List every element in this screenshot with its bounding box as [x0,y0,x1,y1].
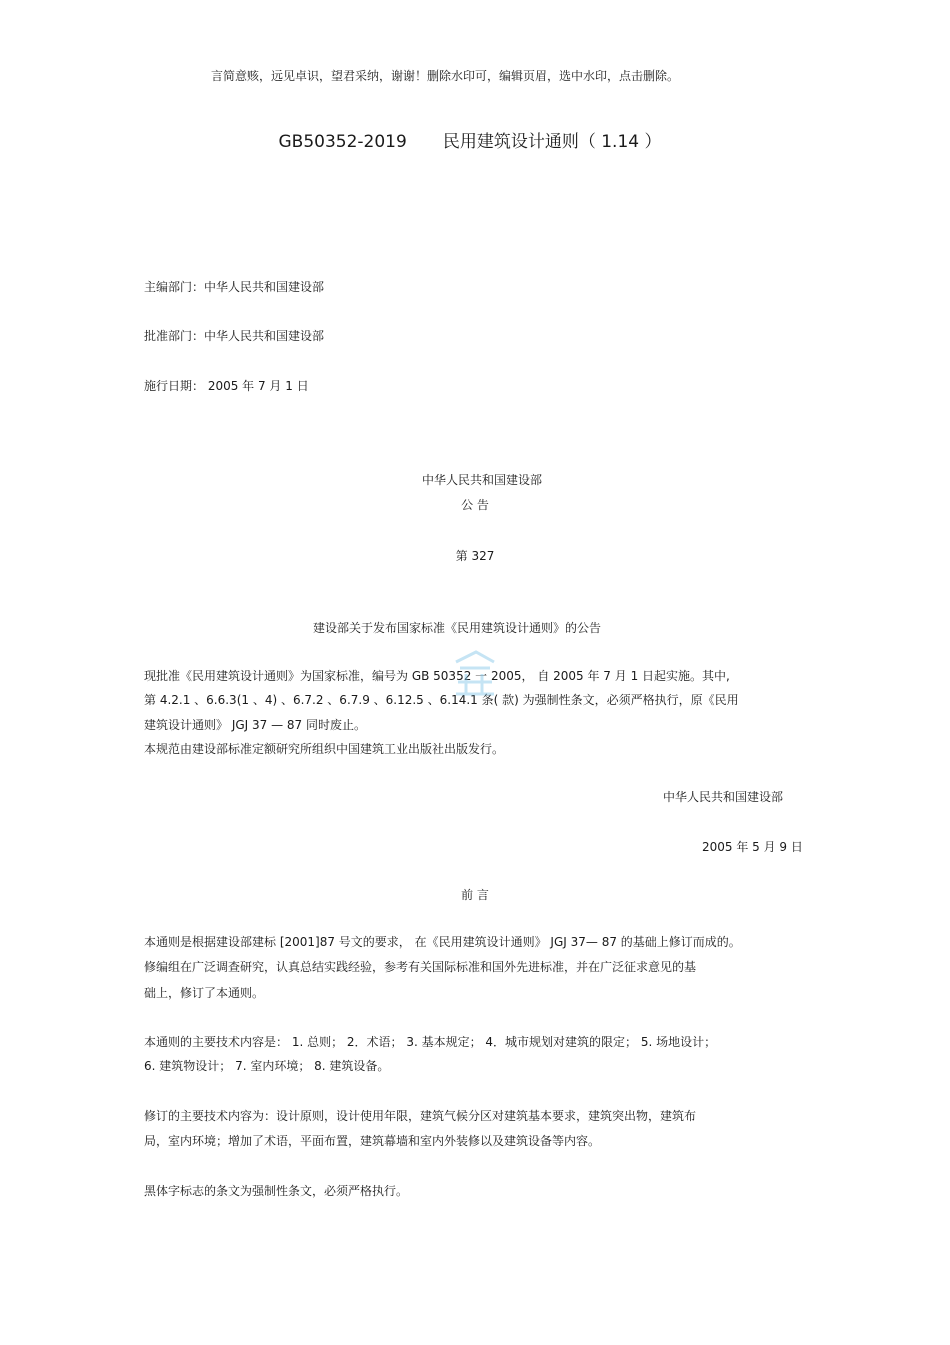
preface-paragraph-1-line: 础上，修订了本通则。 [144,986,265,1000]
announcement-body-line: 本规范由建设部标准定额研究所组织中国建筑工业出版社出版发行。 [144,742,505,756]
preface-paragraph-3-line: 局，室内环境；增加了术语，平面布置，建筑幕墙和室内外装修以及建筑设备等内容。 [144,1134,601,1148]
meta-editor: 主编部门：中华人民共和国建设部 [144,280,325,294]
announcement-signature: 中华人民共和国建设部 [663,790,784,804]
preface-paragraph-1-line: 修编组在广泛调查研究，认真总结实践经验，参考有关国际标准和国外先进标准，并在广泛征求意见的基 [144,960,697,974]
preface-paragraph-4: 黑体字标志的条文为强制性条文，必须严格执行。 [144,1184,409,1198]
announcement-kind: 公 告 [461,498,489,512]
preface-heading: 前 言 [461,888,489,902]
announcement-issuer: 中华人民共和国建设部 [421,473,542,487]
preface-paragraph-1-line: 本通则是根据建设部建标 [2001]87 号文的要求， 在《民用建筑设计通则》 JGJ 37— 87 的基础上修订而成的。 [144,935,741,949]
announcement-body-line: 现批准《民用建筑设计通则》为国家标准，编号为 GB 50352 一 2005， 自 2005 年 7 月 1 日起实施。其中, [144,669,730,683]
meta-approver: 批准部门：中华人民共和国建设部 [144,329,325,343]
header-note: 言简意赅，远见卓识，望君采纳，谢谢！删除水印可，编辑页眉，选中水印，点击删除。 [210,69,679,83]
announcement-date: 2005 年 5 月 9 日 [702,840,803,854]
meta-effective-date: 施行日期： 2005 年 7 月 1 日 [144,379,309,393]
standard-code: GB50352-2019 [278,132,407,152]
announcement-number: 第 327 [455,549,495,563]
preface-paragraph-2-line: 本通则的主要技术内容是： 1. 总则； 2．术语； 3. 基本规定； 4．城市规划对建筑的限定； 5. 场地设计； [144,1035,717,1049]
watermark-logo [446,644,504,702]
announcement-body-line: 建筑设计通则》 JGJ 37 — 87 同时废止。 [144,718,366,732]
announcement-body-line: 第 4.2.1 、6.6.3(1 、4) 、6.7.2 、6.7.9 、6.12.5 、6.14.1 条( 款) 为强制性条文，必须严格执行，原《民用 [144,693,739,707]
standard-name: 民用建筑设计通则（ 1.14 ） [442,132,662,152]
preface-paragraph-3-line: 修订的主要技术内容为：设计原则，设计使用年限，建筑气候分区对建筑基本要求，建筑突出物，建筑布 [144,1109,697,1123]
document-title [0,131,940,153]
announcement-subject: 建设部关于发布国家标准《民用建筑设计通则》的公告 [312,621,601,635]
preface-paragraph-2-line: 6. 建筑物设计； 7. 室内环境； 8. 建筑设备。 [144,1059,390,1073]
